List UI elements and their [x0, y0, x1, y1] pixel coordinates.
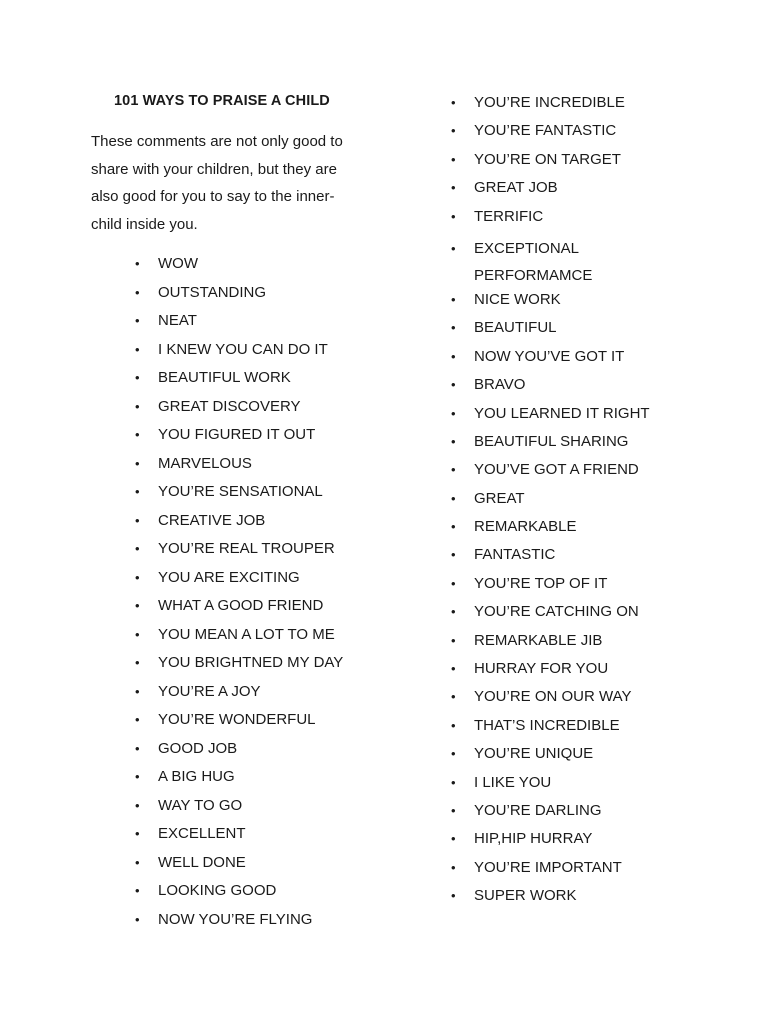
list-item-text: REMARKABLE [474, 518, 577, 536]
list-item-text: YOU’RE SENSATIONAL [158, 483, 323, 500]
bullet-icon: • [135, 256, 140, 271]
list-item [451, 207, 650, 235]
list-item [135, 824, 343, 853]
bullet-icon: • [451, 291, 456, 307]
list-item-text: A BIG HUG [158, 768, 235, 785]
list-item [451, 460, 650, 488]
list-item-text: YOU LEARNED IT RIGHT [474, 404, 650, 422]
list-item [135, 254, 343, 283]
page-title: 101 WAYS TO PRAISE A CHILD [114, 93, 330, 109]
list-item [135, 767, 343, 796]
list-item [135, 853, 343, 882]
list-item-text: YOU’RE ON OUR WAY [474, 688, 632, 706]
list-item-text: WELL DONE [158, 853, 246, 871]
list-item [451, 318, 650, 346]
list-item-text: WOW [158, 255, 198, 272]
list-item [135, 511, 343, 540]
bullet-icon: • [135, 541, 140, 556]
list-item-text: YOU’RE IMPORTANT [474, 858, 622, 876]
bullet-icon: • [451, 717, 456, 733]
bullet-icon: • [135, 370, 140, 385]
bullet-icon: • [135, 883, 140, 898]
list-item-text: GREAT [474, 489, 525, 507]
list-item-text: YOU MEAN A LOT TO ME [158, 625, 335, 643]
bullet-icon: • [451, 859, 456, 875]
list-item-text: YOU’RE UNIQUE [474, 745, 594, 763]
list-item [451, 801, 650, 829]
list-item-text: YOU ARE EXCITING [158, 568, 300, 586]
list-item-text: NEAT [158, 312, 197, 329]
intro-line: also good for you to say to the inner- [91, 188, 335, 205]
bullet-icon: • [451, 348, 456, 364]
list-item [135, 910, 343, 939]
list-item [451, 347, 650, 375]
bullet-icon: • [451, 433, 456, 449]
intro-line: These comments are not only good to [91, 133, 343, 150]
list-item-text: BEAUTIFUL [474, 319, 557, 337]
list-item [451, 235, 624, 290]
list-item [451, 687, 650, 715]
bullet-icon: • [451, 547, 456, 563]
list-item-text: NOW YOU’RE FLYING [158, 910, 313, 928]
list-item [135, 539, 343, 568]
bullet-icon: • [135, 769, 140, 784]
bullet-icon: • [135, 826, 140, 841]
bullet-icon: • [135, 911, 140, 927]
list-item-text: NOW YOU’VE GOT IT [474, 347, 625, 365]
list-item [135, 796, 343, 825]
list-item-text: YOU’RE DARLING [474, 801, 602, 819]
bullet-icon: • [451, 575, 456, 591]
bullet-icon: • [135, 484, 140, 499]
bullet-icon: • [451, 632, 456, 648]
list-item-text: I LIKE YOU [474, 773, 552, 791]
bullet-icon: • [135, 854, 140, 870]
list-item [451, 150, 650, 178]
bullet-icon: • [451, 240, 456, 256]
bullet-icon: • [135, 626, 140, 642]
list-item-text: GREAT JOB [474, 179, 558, 197]
bullet-icon: • [135, 598, 140, 613]
bullet-icon: • [135, 455, 140, 471]
list-item-text: CREATIVE JOB [158, 511, 266, 529]
list-item [135, 340, 343, 369]
list-item [135, 454, 343, 483]
list-item-text: OUTSTANDING [158, 283, 267, 301]
bullet-icon: • [135, 655, 140, 670]
list-item [135, 482, 343, 511]
list-item [135, 368, 343, 397]
praise-list-right [451, 93, 650, 915]
list-item [451, 829, 650, 857]
bullet-icon: • [451, 774, 456, 790]
list-item-text: YOU’RE REAL TROUPER [158, 540, 335, 557]
list-item-text: MARVELOUS [158, 454, 252, 472]
list-item [451, 631, 650, 659]
list-item [451, 178, 650, 206]
intro-line: share with your children, but they are [91, 160, 337, 178]
bullet-icon: • [451, 208, 456, 224]
list-item [135, 596, 343, 625]
list-item-text: YOU’VE GOT A FRIEND [474, 461, 639, 479]
list-item [135, 682, 343, 711]
list-item-text: FANTASTIC [474, 546, 556, 564]
bullet-icon: • [451, 519, 456, 535]
list-item [135, 739, 343, 768]
list-item [135, 881, 343, 910]
list-item [451, 773, 650, 801]
list-item [451, 375, 650, 403]
list-item [135, 710, 343, 739]
bullet-icon: • [451, 95, 456, 110]
bullet-icon: • [451, 661, 456, 677]
bullet-icon: • [451, 377, 456, 393]
intro-line: child inside you. [91, 215, 198, 233]
list-item-text: TERRIFIC [474, 207, 544, 225]
intro-paragraph [91, 128, 353, 238]
list-item [451, 659, 650, 687]
list-item-text: YOU’RE ON TARGET [474, 150, 621, 168]
list-item-text: EXCEPTIONAL PERFORMAMCE [474, 239, 593, 284]
bullet-icon: • [451, 320, 456, 336]
bullet-icon: • [451, 604, 456, 620]
list-item-text: WAY TO GO [158, 796, 243, 814]
list-item [451, 858, 650, 886]
list-item [135, 425, 343, 454]
list-item-text: YOU FIGURED IT OUT [158, 426, 316, 443]
list-item-text: NICE WORK [474, 290, 561, 308]
list-item [451, 404, 650, 432]
praise-list-left [135, 254, 343, 938]
list-item-text: I KNEW YOU CAN DO IT [158, 340, 328, 358]
list-item-text: HURRAY FOR YOU [474, 660, 609, 678]
bullet-icon: • [135, 313, 140, 328]
list-item [451, 744, 650, 772]
bullet-icon: • [135, 512, 140, 528]
list-item [451, 121, 650, 149]
list-item [451, 93, 650, 121]
bullet-icon: • [135, 341, 140, 357]
list-item-text: YOU’RE INCREDIBLE [474, 94, 625, 111]
list-item [451, 489, 650, 517]
bullet-icon: • [451, 802, 456, 818]
list-item [451, 545, 650, 573]
list-item [135, 397, 343, 426]
list-item [451, 290, 650, 318]
bullet-icon: • [135, 740, 140, 756]
list-item-text: YOU BRIGHTNED MY DAY [158, 654, 344, 671]
list-item-text: HIP,HIP HURRAY [474, 830, 593, 848]
list-item [451, 602, 650, 630]
list-item [135, 653, 343, 682]
list-item-text: LOOKING GOOD [158, 882, 277, 899]
list-item [451, 517, 650, 545]
bullet-icon: • [451, 746, 456, 762]
list-item-text: SUPER WORK [474, 887, 577, 905]
list-item [451, 432, 650, 460]
list-item-text: YOU’RE A JOY [158, 682, 261, 700]
bullet-icon: • [135, 427, 140, 442]
list-item-text: YOU’RE WONDERFUL [158, 711, 316, 728]
list-item [451, 716, 650, 744]
bullet-icon: • [135, 569, 140, 585]
list-item-text: YOU’RE CATCHING ON [474, 603, 639, 621]
bullet-icon: • [451, 180, 456, 196]
list-item [135, 568, 343, 597]
list-item-text: EXCELLENT [158, 825, 246, 842]
bullet-icon: • [451, 462, 456, 478]
bullet-icon: • [135, 712, 140, 727]
list-item-text: YOU’RE FANTASTIC [474, 122, 617, 140]
list-item-text: THAT’S INCREDIBLE [474, 716, 620, 734]
bullet-icon: • [451, 888, 456, 904]
list-item-text: BRAVO [474, 376, 526, 394]
list-item [451, 574, 650, 602]
bullet-icon: • [451, 405, 456, 421]
list-item-text: BEAUTIFUL SHARING [474, 432, 629, 450]
list-item-text: BEAUTIFUL WORK [158, 369, 291, 386]
bullet-icon: • [135, 797, 140, 813]
bullet-icon: • [451, 123, 456, 139]
list-item-text: REMARKABLE JIB [474, 631, 603, 649]
bullet-icon: • [135, 683, 140, 699]
list-item-text: GOOD JOB [158, 739, 238, 757]
list-item-text: WHAT A GOOD FRIEND [158, 597, 324, 614]
bullet-icon: • [451, 831, 456, 847]
bullet-icon: • [135, 284, 140, 300]
list-item [135, 283, 343, 312]
list-item-text: YOU’RE TOP OF IT [474, 574, 608, 592]
bullet-icon: • [451, 151, 456, 167]
list-item [135, 311, 343, 340]
list-item [135, 625, 343, 654]
list-item [451, 886, 650, 914]
bullet-icon: • [451, 689, 456, 705]
bullet-icon: • [135, 398, 140, 414]
bullet-icon: • [451, 490, 456, 506]
list-item-text: GREAT DISCOVERY [158, 397, 301, 415]
